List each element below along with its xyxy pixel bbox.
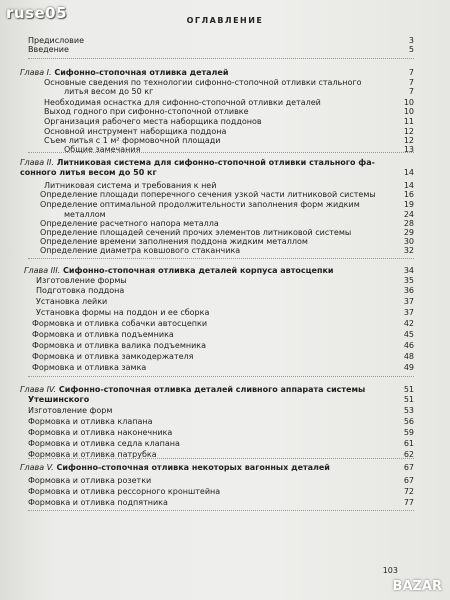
toc-entry bbox=[0, 476, 450, 486]
toc-entry bbox=[0, 428, 450, 438]
toc-entry-text: Основной инструмент наборщика поддона bbox=[44, 127, 227, 136]
toc-entry-page: 37 bbox=[403, 297, 414, 306]
toc-entry bbox=[0, 463, 450, 473]
page-number-row bbox=[0, 566, 450, 576]
toc-entry-page: 51 bbox=[403, 385, 414, 394]
toc-entry-text: Изготовление форм bbox=[28, 406, 113, 415]
toc-entry-page: 48 bbox=[403, 352, 414, 361]
toc-entry-page: 36 bbox=[403, 286, 414, 295]
toc-entry-page: 7 bbox=[408, 68, 414, 77]
toc-entry bbox=[0, 330, 450, 340]
toc-entry-text: Глава IV. Сифонно-стопочная отливка деталей сливного аппарата системы bbox=[20, 385, 366, 394]
toc-entry bbox=[0, 308, 450, 318]
toc-entry bbox=[0, 352, 450, 362]
toc-entry-page: 13 bbox=[403, 145, 414, 154]
dotted-separator bbox=[28, 58, 414, 59]
toc-entry-text: Литниковая система и требования к ней bbox=[44, 181, 217, 190]
bazar-logo: BAZAR bbox=[392, 579, 442, 594]
toc-entry-text: литья весом до 50 кг bbox=[64, 87, 154, 96]
toc-entry-text: Съем литья с 1 м² формовочной площади bbox=[44, 136, 221, 145]
toc-entry-page: 61 bbox=[403, 439, 414, 448]
toc-entry-page: 5 bbox=[408, 45, 414, 54]
toc-entry-text: Определение площади поперечного сечения узкой части литниковой системы bbox=[40, 190, 376, 199]
toc-entry bbox=[0, 158, 450, 168]
toc-entry-page: 12 bbox=[403, 136, 414, 145]
toc-entry-text: Изготовление формы bbox=[36, 276, 127, 285]
toc-entry-page: 3 bbox=[408, 36, 414, 45]
toc-entry-text: Формовка и отливка наконечника bbox=[28, 428, 173, 437]
toc-entry-page: 42 bbox=[403, 319, 414, 328]
toc-entry bbox=[0, 417, 450, 427]
toc-entry bbox=[0, 107, 450, 117]
toc-entry-page: 7 bbox=[408, 78, 414, 87]
toc-entry bbox=[0, 168, 450, 178]
toc-entry-text: Определение диаметра ковшового стаканчика bbox=[40, 246, 241, 255]
toc-entry-text: Определение оптимальной продолжительности заполнения форм жидким bbox=[40, 200, 360, 209]
toc-entry-text: Формовка и отливка собачки автосцепки bbox=[32, 319, 208, 328]
toc-entry-text: Формовка и отливка розетки bbox=[28, 476, 152, 485]
toc-entry-page: 72 bbox=[403, 487, 414, 496]
dotted-separator bbox=[28, 152, 414, 153]
toc-entry-text: Формовка и отливка подпятника bbox=[28, 498, 168, 507]
toc-entry-text: Формовка и отливка подъемника bbox=[32, 330, 174, 339]
toc-entry bbox=[0, 276, 450, 286]
watermark: ruse05 bbox=[6, 4, 68, 22]
toc-entry bbox=[0, 406, 450, 416]
toc-entry-text: сонного литья весом до 50 кг bbox=[20, 168, 157, 177]
toc-entry bbox=[0, 385, 450, 395]
toc-entry-page: 14 bbox=[403, 168, 414, 177]
toc-entry-page: 45 bbox=[403, 330, 414, 339]
toc-entry-page: 56 bbox=[403, 417, 414, 426]
toc-entry bbox=[0, 286, 450, 296]
toc-entry-page: 32 bbox=[403, 246, 414, 255]
page-number: 103 bbox=[382, 566, 398, 575]
toc-entry-page: 30 bbox=[403, 237, 414, 246]
toc-entry-text: Установка формы на поддон и ее сборка bbox=[36, 308, 210, 317]
toc-entry-text: Предисловие bbox=[28, 36, 84, 45]
toc-entry-page: 28 bbox=[403, 219, 414, 228]
toc-entry-page: 62 bbox=[403, 450, 414, 459]
toc-entry-text: Введение bbox=[28, 45, 69, 54]
toc-entry-page: 51 bbox=[403, 395, 414, 404]
toc-entry-text: Глава II. Литниковая система для сифонно-стопочной отливки стального фа- bbox=[20, 158, 375, 167]
dotted-separator bbox=[28, 458, 414, 459]
toc-entry bbox=[0, 200, 450, 210]
toc-entry-text: Утешинского bbox=[28, 395, 90, 404]
toc-entry-text: Общие замечания bbox=[64, 145, 141, 154]
toc-entry-text: Необходимая оснастка для сифонно-стопочной отливки деталей bbox=[44, 98, 321, 107]
dotted-separator bbox=[28, 258, 414, 259]
dotted-separator bbox=[28, 510, 414, 511]
toc-entry bbox=[0, 363, 450, 373]
dotted-separator bbox=[28, 376, 414, 377]
toc-entry-page: 10 bbox=[403, 107, 414, 116]
toc-entry bbox=[0, 439, 450, 449]
toc-entry-text: Формовка и отливка клапана bbox=[28, 417, 153, 426]
toc-entry-text: Формовка и отливка патрубка bbox=[28, 450, 157, 459]
toc-entry-page: 53 bbox=[403, 406, 414, 415]
toc-entry-page: 11 bbox=[403, 117, 414, 126]
toc-entry-text: Определение расчетного напора металла bbox=[40, 219, 219, 228]
toc-entry-text: Определение времени заполнения поддона жидким металлом bbox=[40, 237, 308, 246]
toc-entry bbox=[0, 117, 450, 127]
toc-entry-text: Установка лейки bbox=[36, 297, 108, 306]
toc-entry-page: 12 bbox=[403, 127, 414, 136]
toc-entry-page: 16 bbox=[403, 190, 414, 199]
toc-entry bbox=[0, 498, 450, 508]
toc-entry bbox=[0, 266, 450, 276]
toc-entry-page: 19 bbox=[403, 200, 414, 209]
toc-entry-text: Глава I. Сифонно-стопочная отливка деталей bbox=[20, 68, 229, 77]
toc-entry-text: Глава III. Сифонно-стопочная отливка деталей корпуса автосцепки bbox=[24, 266, 334, 275]
toc-entry-page: 67 bbox=[403, 476, 414, 485]
toc-entry bbox=[0, 68, 450, 78]
toc-entry-page: 59 bbox=[403, 428, 414, 437]
toc-entry bbox=[0, 87, 450, 97]
toc-entry-text: Подготовка поддона bbox=[36, 286, 125, 295]
toc-entry-text: Формовка и отливка валика подъемника bbox=[32, 341, 207, 350]
toc-entry-page: 46 bbox=[403, 341, 414, 350]
toc-entry bbox=[0, 297, 450, 307]
toc-entry-text: Выход годного при сифонно-стопочной отливке bbox=[44, 107, 249, 116]
toc-entry-page: 34 bbox=[403, 266, 414, 275]
toc-entry bbox=[0, 395, 450, 405]
toc-entry-page: 35 bbox=[403, 276, 414, 285]
toc-entry-page: 24 bbox=[403, 210, 414, 219]
toc-entry-page: 10 bbox=[403, 98, 414, 107]
toc-entry-text: Определение площадей сечений прочих элементов литниковой системы bbox=[40, 228, 352, 237]
toc-entry-text: Основные сведения по технологии сифонно-стопочной отливки стального bbox=[44, 78, 362, 87]
toc-entry bbox=[0, 145, 450, 155]
toc-entry-text: Формовка и отливка замкодержателя bbox=[32, 352, 194, 361]
toc-entry bbox=[0, 190, 450, 200]
toc-entry-text: Глава V. Сифонно-стопочная отливка некоторых вагонных деталей bbox=[20, 463, 330, 472]
toc-entry-page: 29 bbox=[403, 228, 414, 237]
toc-entry-text: Формовка и отливка рессорного кронштейна bbox=[28, 487, 221, 496]
toc-entry-text: Формовка и отливка замка bbox=[32, 363, 147, 372]
toc-entry-page: 67 bbox=[403, 463, 414, 472]
toc-entry-text: Формовка и отливка седла клапана bbox=[28, 439, 180, 448]
toc-entry-page: 77 bbox=[403, 498, 414, 507]
toc-entry bbox=[0, 319, 450, 329]
toc-entry-text: металлом bbox=[64, 210, 106, 219]
toc-entry bbox=[0, 341, 450, 351]
toc-entry bbox=[0, 45, 450, 55]
toc-entry bbox=[0, 487, 450, 497]
toc-entry-page: 14 bbox=[403, 181, 414, 190]
toc-entry bbox=[0, 246, 450, 256]
page-title: ОГЛАВЛЕНИЕ bbox=[186, 16, 264, 25]
toc-entry-page: 49 bbox=[403, 363, 414, 372]
toc-entry-page: 7 bbox=[408, 87, 414, 96]
toc-entry-text: Организация рабочего места наборщика поддонов bbox=[44, 117, 262, 126]
toc-entry-page: 37 bbox=[403, 308, 414, 317]
